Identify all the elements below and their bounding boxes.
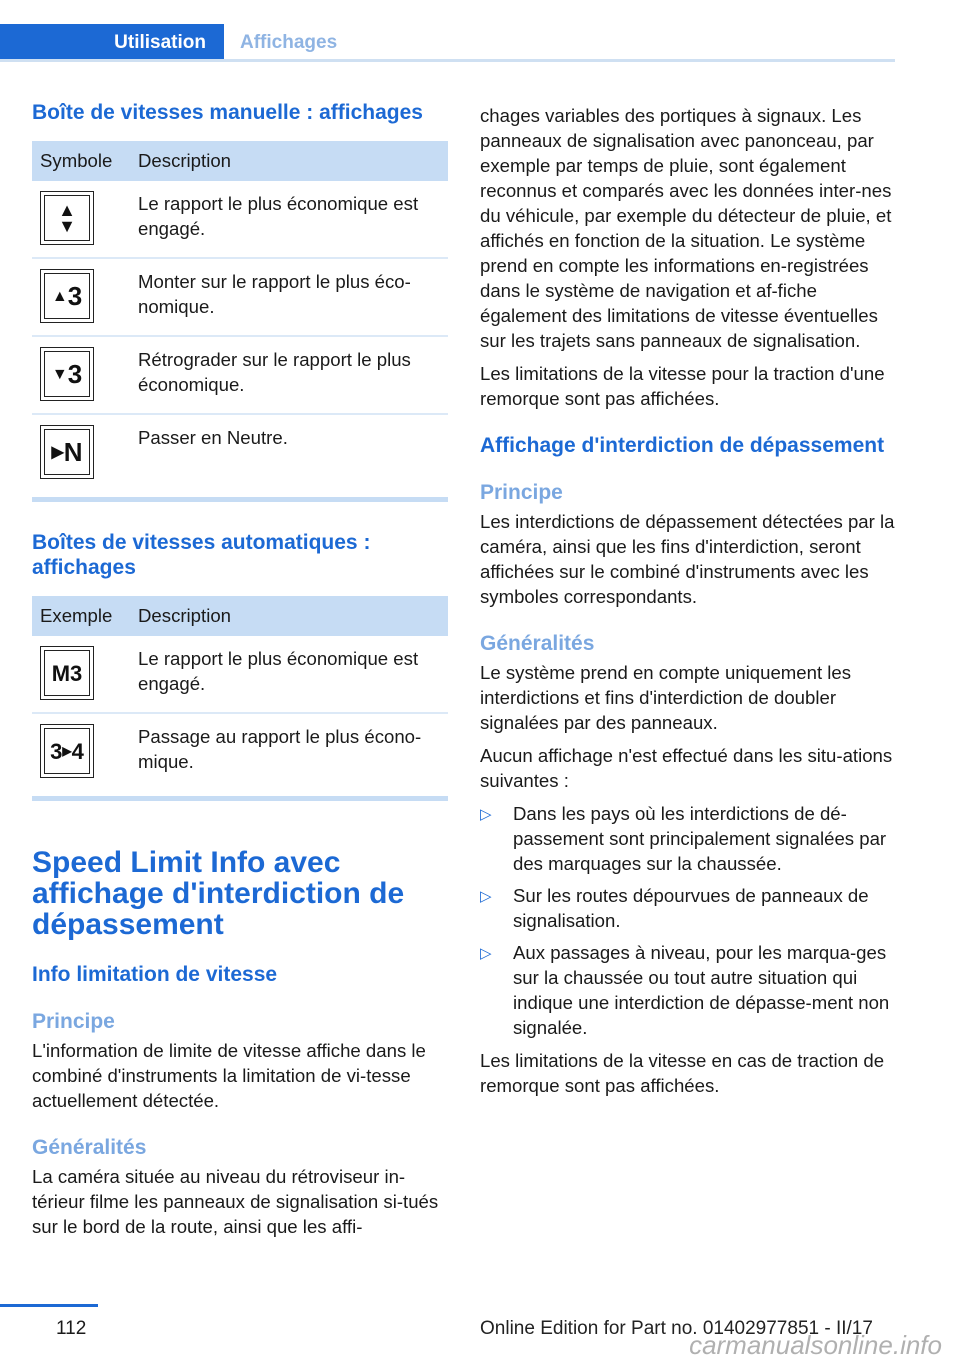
table-header [32,141,448,181]
speed-limit-info-title: Speed Limit Info avec affichage d'interdiction de dépassement [32,846,405,941]
shift-optimal-icon: ▲ ▼ [40,191,94,245]
manual-gearbox-table [32,141,448,502]
right-column [480,103,896,1106]
table-row [32,336,448,414]
downshift-3-icon: ▼ 3 [40,347,94,401]
footer-rule [0,1304,98,1307]
principe-heading: Principe [32,1010,115,1033]
table-cell: Passer en Neutre. [130,414,448,500]
table-row [32,636,448,713]
gear-3-to-4-icon: 3 ▶ 4 [40,724,94,778]
list-item: ▷ Aux passages à niveau, pour les marqua-ges sur la chaussée ou tout autre situation qui indique une interdiction de dépasse-ment non signalée. [480,942,890,1038]
triangle-bullet-icon: ▷ [480,888,492,905]
table-row [32,181,448,258]
table-cell: Rétrograder sur le rapport le plus économique. [130,336,448,414]
triangle-bullet-icon: ▷ [480,945,492,962]
table-cell: Le rapport le plus économique est engagé. [130,636,448,713]
trailer-paragraph: Les limitations de la vitesse pour la traction d'une remorque sont pas affichées. [480,363,885,409]
triangle-bullet-icon: ▷ [480,806,492,823]
principe-paragraph: L'information de limite de vitesse affiche dans le combiné d'instruments la limitation de vi-tesse actuellement détectée. [32,1040,426,1111]
list-item: ▷ Dans les pays où les interdictions de dé-passement sont principalement signalées par des marquages sur la chaussée. [480,803,887,874]
generalites-paragraph: Le système prend en compte uniquement les interdictions et fins d'interdiction de doubler signalées par des panneaux. [480,662,852,733]
column-header-description: Description [130,141,448,181]
column-header-symbol: Symbole [32,141,130,181]
left-column [32,100,448,1247]
column-header-example: Exemple [32,596,130,636]
table-cell: Le rapport le plus économique est engagé. [130,181,448,258]
manual-gearbox-heading: Boîte de vitesses manuelle : affichages [32,101,423,124]
generalites-heading: Généralités [32,1136,147,1159]
situations-list [480,801,896,1040]
principe-paragraph: Les interdictions de dépassement détectées par la caméra, ainsi que les fins d'interdiction, seront affichées sur le combiné d'instruments avec les symboles correspondants. [480,511,895,607]
continuation-paragraph: chages variables des portiques à signaux. Les panneaux de signalisation avec panonceau, par exemple par temps de pluie, sont également reconnus et comparés avec les données inter-nes du véhicule, par exemple du détecteur de pluie, et affichés en fonction de la situation. Le système prend en compte les informations en-registrées dans le système de navigation et af-fiche également des limitations de vitesse éventuelles sur les trajets sans panneaux de signalisation. [480,105,892,351]
table-row [32,414,448,500]
table-row [32,713,448,799]
column-header-description: Description [130,596,448,636]
table-cell: Passage au rapport le plus écono-mique. [130,713,448,799]
no-display-paragraph: Aucun affichage n'est effectué dans les situ-ations suivantes : [480,745,893,791]
header-rule [0,59,895,62]
shift-neutral-icon: ▶ N [40,425,94,479]
table-cell: Monter sur le rapport le plus éco-nomique. [130,258,448,336]
upshift-3-icon: ▲ 3 [40,269,94,323]
table-row [32,258,448,336]
tab-affichages[interactable]: Affichages [240,32,338,53]
edition-text: Online Edition for Part no. 01402977851 - II/17 [480,1318,873,1339]
table-header [32,596,448,636]
principe-heading: Principe [480,481,563,504]
watermark-logo: carmanualsonline.info [689,1330,942,1360]
generalites-paragraph: La caméra située au niveau du rétroviseur in-térieur filme les panneaux de signalisation si-tués sur le bord de la route, ainsi que les affi- [32,1166,439,1237]
speed-limit-info-subtitle: Info limitation de vitesse [32,963,278,986]
header-tabbar [0,24,895,62]
automatic-gearbox-table [32,596,448,801]
gear-m3-icon: M3 [40,646,94,700]
list-item: ▷ Sur les routes dépourvues de panneaux de signalisation. [480,885,869,931]
automatic-gearbox-heading: Boîtes de vitesses automatiques : affichages [32,531,371,579]
generalites-heading: Généralités [480,632,595,655]
page-number: 112 [56,1318,87,1339]
final-paragraph: Les limitations de la vitesse en cas de traction de remorque sont pas affichées. [480,1050,885,1096]
tab-utilisation[interactable]: Utilisation [0,24,224,62]
overtaking-display-heading: Affichage d'interdiction de dépassement [480,434,885,457]
